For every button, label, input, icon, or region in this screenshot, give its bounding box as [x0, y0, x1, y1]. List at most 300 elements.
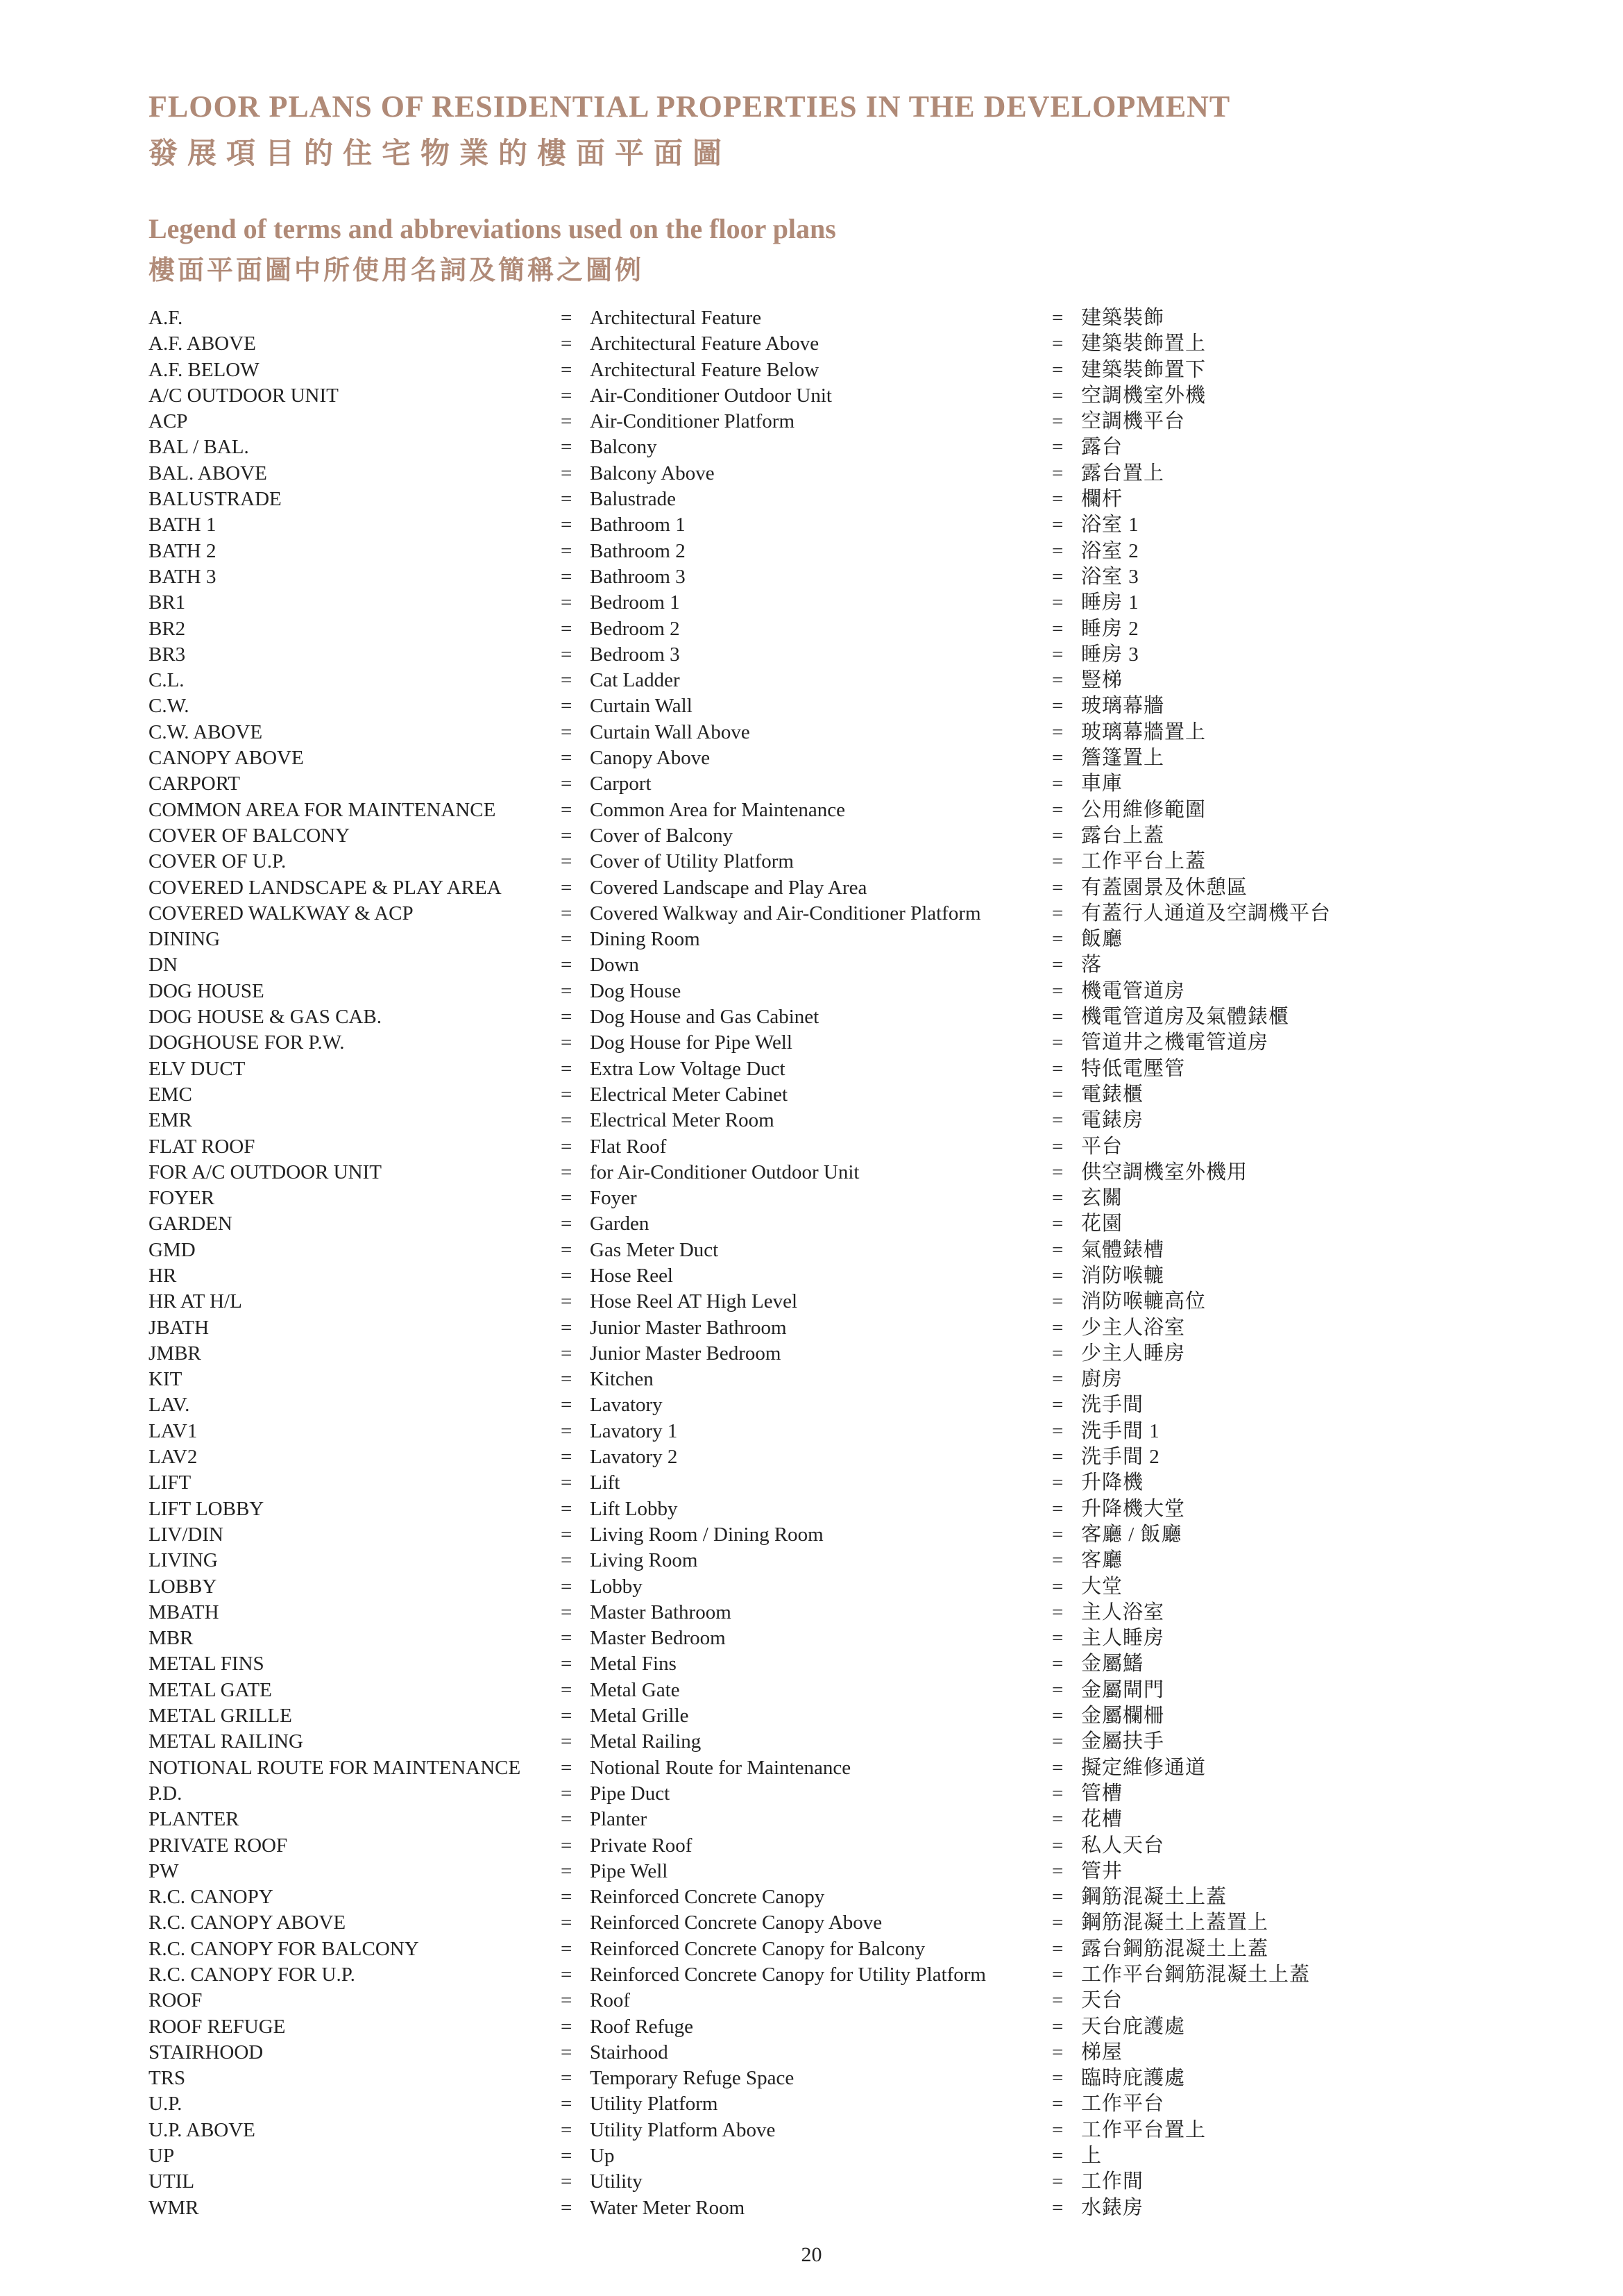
legend-term-chinese: 金屬欄柵	[1081, 1705, 1165, 1728]
equals-sign: =	[561, 1160, 572, 1183]
legend-row	[148, 927, 1397, 952]
legend-term-chinese: 廚房	[1081, 1368, 1123, 1391]
legend-term-chinese: 工作平台置上	[1081, 2118, 1207, 2141]
legend-abbreviation: A/C OUTDOOR UNIT	[148, 384, 339, 407]
legend-abbreviation: DINING	[148, 928, 221, 951]
legend-abbreviation: U.P. ABOVE	[148, 2118, 255, 2141]
legend-term-chinese: 上	[1081, 2145, 1103, 2168]
legend-abbreviation: JBATH	[148, 1316, 210, 1339]
legend-abbreviation: R.C. CANOPY FOR BALCONY	[148, 1937, 419, 1960]
equals-sign: =	[561, 2145, 572, 2168]
legend-row	[148, 1859, 1397, 1884]
equals-sign: =	[561, 1705, 572, 1728]
legend-row	[148, 616, 1397, 642]
equals-sign: =	[1052, 539, 1064, 562]
legend-row	[148, 1341, 1397, 1367]
legend-row	[148, 1185, 1397, 1211]
legend-abbreviation: COMMON AREA FOR MAINTENANCE	[148, 798, 496, 821]
equals-sign: =	[561, 436, 572, 459]
equals-sign: =	[561, 1316, 572, 1339]
legend-term-english: Cat Ladder	[590, 669, 680, 692]
legend-term-chinese: 公用維修範圍	[1081, 798, 1207, 821]
legend-term-chinese: 工作平台鋼筋混凝土上蓋	[1081, 1964, 1311, 1986]
legend-term-chinese: 睡房 2	[1081, 617, 1139, 640]
equals-sign: =	[561, 1290, 572, 1313]
legend-abbreviation: COVERED LANDSCAPE & PLAY AREA	[148, 876, 502, 899]
legend-term-english: Living Room / Dining Room	[590, 1523, 824, 1546]
equals-sign: =	[1052, 1549, 1064, 1572]
equals-sign: =	[1052, 1601, 1064, 1623]
legend-row	[148, 1833, 1397, 1859]
legend-term-chinese: 有蓋園景及休憩區	[1081, 876, 1248, 899]
legend-row	[148, 1134, 1397, 1160]
legend-term-english: Pipe Well	[590, 1859, 668, 1882]
legend-term-chinese: 工作平台上蓋	[1081, 850, 1207, 873]
equals-sign: =	[1052, 436, 1064, 459]
equals-sign: =	[1052, 1653, 1064, 1675]
legend-abbreviation: R.C. CANOPY FOR U.P.	[148, 1964, 355, 1986]
legend-term-chinese: 電錶房	[1081, 1109, 1144, 1132]
equals-sign: =	[1052, 332, 1064, 355]
legend-term-chinese: 電錶櫃	[1081, 1083, 1144, 1106]
legend-term-english: Utility Platform	[590, 2093, 718, 2116]
legend-row	[148, 564, 1397, 590]
equals-sign: =	[561, 1471, 572, 1494]
legend-term-chinese: 平台	[1081, 1135, 1123, 1158]
equals-sign: =	[561, 902, 572, 925]
legend-row	[148, 1574, 1397, 1600]
equals-sign: =	[1052, 1031, 1064, 1054]
equals-sign: =	[561, 591, 572, 614]
equals-sign: =	[561, 2015, 572, 2038]
equals-sign: =	[1052, 850, 1064, 873]
equals-sign: =	[561, 1808, 572, 1831]
legend-row	[148, 642, 1397, 668]
legend-abbreviation: PW	[148, 1859, 179, 1882]
equals-sign: =	[561, 798, 572, 821]
legend-term-chinese: 客廳 / 飯廳	[1081, 1523, 1182, 1546]
legend-row	[148, 1289, 1397, 1315]
equals-sign: =	[1052, 747, 1064, 770]
legend-row	[148, 1936, 1397, 1962]
equals-sign: =	[1052, 720, 1064, 743]
equals-sign: =	[1052, 2041, 1064, 2063]
equals-sign: =	[1052, 902, 1064, 925]
equals-sign: =	[561, 669, 572, 692]
legend-row	[148, 1678, 1397, 1703]
equals-sign: =	[1052, 1290, 1064, 1313]
legend-term-english: Master Bedroom	[590, 1627, 726, 1650]
equals-sign: =	[1052, 979, 1064, 1002]
legend-term-chinese: 消防喉轆	[1081, 1264, 1165, 1287]
legend-row	[148, 1962, 1397, 1988]
legend-abbreviation: A.F. ABOVE	[148, 332, 256, 355]
legend-term-english: Lobby	[590, 1575, 643, 1598]
legend-row	[148, 1263, 1397, 1289]
equals-sign: =	[1052, 358, 1064, 381]
legend-row	[148, 2143, 1397, 2169]
legend-abbreviation: MBATH	[148, 1601, 219, 1623]
legend-term-chinese: 睡房 3	[1081, 643, 1139, 666]
equals-sign: =	[1052, 1109, 1064, 1132]
legend-term-chinese: 豎梯	[1081, 669, 1123, 692]
legend-term-english: Junior Master Bedroom	[590, 1342, 781, 1365]
legend-term-chinese: 洗手間 1	[1081, 1419, 1160, 1442]
legend-row	[148, 1004, 1397, 1030]
legend-term-chinese: 消防喉轆高位	[1081, 1290, 1207, 1313]
legend-abbreviation: BAL. ABOVE	[148, 462, 267, 484]
legend-row	[148, 1238, 1397, 1263]
legend-term-english: Reinforced Concrete Canopy Above	[590, 1911, 883, 1934]
legend-term-english: Dining Room	[590, 928, 700, 951]
equals-sign: =	[1052, 462, 1064, 484]
legend-row	[148, 2118, 1397, 2143]
legend-row	[148, 720, 1397, 745]
legend-term-english: Carport	[590, 773, 652, 795]
equals-sign: =	[561, 773, 572, 795]
legend-term-chinese: 空調機平台	[1081, 410, 1186, 433]
equals-sign: =	[1052, 954, 1064, 977]
legend-abbreviation: BR3	[148, 643, 186, 666]
legend-abbreviation: C.W.	[148, 695, 189, 718]
legend-row	[148, 901, 1397, 927]
legend-term-english: Air-Conditioner Outdoor Unit	[590, 384, 832, 407]
legend-row	[148, 1755, 1397, 1781]
legend-abbreviation: NOTIONAL ROUTE FOR MAINTENANCE	[148, 1756, 521, 1779]
legend-term-chinese: 露台鋼筋混凝土上蓋	[1081, 1937, 1269, 1960]
equals-sign: =	[1052, 617, 1064, 640]
legend-row	[148, 668, 1397, 693]
legend-abbreviation: U.P.	[148, 2093, 182, 2116]
legend-term-english: Architectural Feature Below	[590, 358, 819, 381]
legend-term-english: Cover of Utility Platform	[590, 850, 794, 873]
legend-row	[148, 357, 1397, 383]
equals-sign: =	[1052, 1368, 1064, 1391]
legend-term-chinese: 洗手間 2	[1081, 1446, 1160, 1469]
legend-term-english: Architectural Feature Above	[590, 332, 819, 355]
legend-term-english: Bathroom 1	[590, 514, 686, 537]
legend-term-english: Pipe Duct	[590, 1782, 670, 1805]
equals-sign: =	[1052, 876, 1064, 899]
legend-row	[148, 409, 1397, 434]
equals-sign: =	[1052, 1264, 1064, 1287]
legend-row	[148, 952, 1397, 978]
equals-sign: =	[561, 850, 572, 873]
equals-sign: =	[561, 462, 572, 484]
legend-term-chinese: 少主人浴室	[1081, 1316, 1186, 1339]
equals-sign: =	[1052, 1808, 1064, 1831]
legend-term-english: Common Area for Maintenance	[590, 798, 846, 821]
equals-sign: =	[561, 1368, 572, 1391]
legend-term-english: Lavatory 1	[590, 1419, 678, 1442]
legend-row	[148, 1056, 1397, 1082]
legend-term-chinese: 花園	[1081, 1213, 1123, 1235]
legend-abbreviation: LAV.	[148, 1394, 190, 1417]
legend-term-english: Living Room	[590, 1549, 698, 1572]
equals-sign: =	[1052, 384, 1064, 407]
equals-sign: =	[561, 747, 572, 770]
legend-row	[148, 797, 1397, 823]
legend-row	[148, 2066, 1397, 2091]
equals-sign: =	[561, 979, 572, 1002]
legend-abbreviation: EMR	[148, 1109, 192, 1132]
legend-row	[148, 2040, 1397, 2066]
legend-abbreviation: C.W. ABOVE	[148, 720, 263, 743]
legend-row	[148, 1884, 1397, 1910]
legend-row	[148, 1651, 1397, 1677]
legend-abbreviation: WMR	[148, 2196, 199, 2219]
equals-sign: =	[561, 488, 572, 511]
legend-term-chinese: 浴室 1	[1081, 514, 1139, 537]
equals-sign: =	[561, 2170, 572, 2193]
legend-row	[148, 2169, 1397, 2195]
legend-term-chinese: 管槽	[1081, 1782, 1123, 1805]
legend-row	[148, 383, 1397, 409]
legend-term-chinese: 特低電壓管	[1081, 1057, 1186, 1080]
legend-term-english: Reinforced Concrete Canopy for Balcony	[590, 1937, 926, 1960]
legend-row	[148, 1807, 1397, 1832]
legend-row	[148, 1392, 1397, 1418]
legend-term-english: Bathroom 2	[590, 539, 686, 562]
legend-abbreviation: ELV DUCT	[148, 1057, 246, 1080]
equals-sign: =	[1052, 643, 1064, 666]
legend-term-english: Garden	[590, 1213, 649, 1235]
legend-term-chinese: 浴室 3	[1081, 565, 1139, 588]
equals-sign: =	[1052, 1394, 1064, 1417]
equals-sign: =	[561, 720, 572, 743]
legend-term-english: Metal Grille	[590, 1705, 689, 1728]
equals-sign: =	[1052, 514, 1064, 537]
legend-term-chinese: 簷篷置上	[1081, 747, 1165, 770]
legend-abbreviation: FOR A/C OUTDOOR UNIT	[148, 1160, 382, 1183]
equals-sign: =	[1052, 1756, 1064, 1779]
equals-sign: =	[1052, 1964, 1064, 1986]
legend-abbreviation: A.F. BELOW	[148, 358, 260, 381]
legend-heading-english: Legend of terms and abbreviations used on the floor plans	[148, 213, 836, 244]
legend-abbreviation: LAV1	[148, 1419, 198, 1442]
equals-sign: =	[561, 514, 572, 537]
legend-abbreviation: JMBR	[148, 1342, 201, 1365]
equals-sign: =	[561, 358, 572, 381]
legend-row	[148, 745, 1397, 771]
equals-sign: =	[561, 1678, 572, 1701]
legend-abbreviation: LIFT	[148, 1471, 192, 1494]
legend-abbreviation: BATH 2	[148, 539, 216, 562]
equals-sign: =	[1052, 773, 1064, 795]
legend-abbreviation: R.C. CANOPY	[148, 1886, 273, 1909]
legend-abbreviation: FLAT ROOF	[148, 1135, 255, 1158]
legend-term-english: Hose Reel	[590, 1264, 673, 1287]
equals-sign: =	[1052, 1730, 1064, 1753]
equals-sign: =	[561, 1238, 572, 1261]
equals-sign: =	[1052, 591, 1064, 614]
legend-row	[148, 1419, 1397, 1444]
legend-term-chinese: 少主人睡房	[1081, 1342, 1186, 1365]
equals-sign: =	[1052, 1446, 1064, 1469]
legend-abbreviation: DOGHOUSE FOR P.W.	[148, 1031, 345, 1054]
legend-abbreviation: COVER OF U.P.	[148, 850, 287, 873]
legend-row	[148, 1548, 1397, 1573]
legend-row	[148, 1315, 1397, 1341]
equals-sign: =	[561, 1730, 572, 1753]
legend-row	[148, 1367, 1397, 1392]
legend-term-english: Curtain Wall Above	[590, 720, 750, 743]
legend-term-chinese: 臨時庇護處	[1081, 2067, 1186, 2090]
legend-term-chinese: 水錶房	[1081, 2196, 1144, 2219]
equals-sign: =	[561, 2067, 572, 2090]
legend-term-chinese: 金屬閘門	[1081, 1678, 1165, 1701]
legend-term-english: Dog House and Gas Cabinet	[590, 1006, 819, 1029]
equals-sign: =	[561, 643, 572, 666]
equals-sign: =	[1052, 928, 1064, 951]
legend-row	[148, 487, 1397, 512]
legend-term-chinese: 空調機室外機	[1081, 384, 1207, 407]
legend-abbreviation: GARDEN	[148, 1213, 232, 1235]
equals-sign: =	[561, 410, 572, 433]
legend-row	[148, 1522, 1397, 1548]
legend-term-chinese: 梯屋	[1081, 2041, 1123, 2063]
equals-sign: =	[1052, 1834, 1064, 1857]
legend-abbreviation: CANOPY ABOVE	[148, 747, 304, 770]
legend-term-english: Metal Railing	[590, 1730, 702, 1753]
equals-sign: =	[561, 1782, 572, 1805]
legend-abbreviation: BR2	[148, 617, 186, 640]
equals-sign: =	[1052, 2093, 1064, 2116]
equals-sign: =	[561, 2093, 572, 2116]
legend-term-chinese: 客廳	[1081, 1549, 1123, 1572]
legend-term-english: Foyer	[590, 1187, 637, 1210]
equals-sign: =	[561, 1575, 572, 1598]
legend-term-english: Up	[590, 2145, 615, 2168]
legend-abbreviation: LIVING	[148, 1549, 218, 1572]
equals-sign: =	[561, 539, 572, 562]
equals-sign: =	[1052, 1497, 1064, 1520]
legend-term-chinese: 有蓋行人通道及空調機平台	[1081, 902, 1332, 925]
equals-sign: =	[1052, 1213, 1064, 1235]
legend-abbreviation: LAV2	[148, 1446, 198, 1469]
equals-sign: =	[561, 1135, 572, 1158]
equals-sign: =	[561, 2041, 572, 2063]
equals-sign: =	[1052, 1160, 1064, 1183]
equals-sign: =	[561, 954, 572, 977]
legend-term-chinese: 浴室 2	[1081, 539, 1139, 562]
legend-term-english: Lavatory 2	[590, 1446, 678, 1469]
legend-abbreviation: DOG HOUSE & GAS CAB.	[148, 1006, 382, 1029]
equals-sign: =	[561, 1419, 572, 1442]
legend-term-chinese: 升降機大堂	[1081, 1497, 1186, 1520]
equals-sign: =	[561, 1937, 572, 1960]
equals-sign: =	[1052, 1782, 1064, 1805]
legend-term-chinese: 金屬鰭	[1081, 1653, 1144, 1675]
legend-row	[148, 539, 1397, 564]
legend-row	[148, 1988, 1397, 2014]
legend-term-english: Reinforced Concrete Canopy for Utility Platform	[590, 1964, 986, 1986]
equals-sign: =	[1052, 1083, 1064, 1106]
legend-term-chinese: 天台	[1081, 1989, 1123, 2012]
legend-term-chinese: 機電管道房	[1081, 979, 1186, 1002]
equals-sign: =	[1052, 1238, 1064, 1261]
legend-abbreviation: METAL GRILLE	[148, 1705, 292, 1728]
equals-sign: =	[561, 1627, 572, 1650]
legend-term-english: Lift Lobby	[590, 1497, 678, 1520]
legend-term-chinese: 玻璃幕牆	[1081, 695, 1165, 718]
equals-sign: =	[1052, 1886, 1064, 1909]
legend-term-chinese: 天台庇護處	[1081, 2015, 1186, 2038]
equals-sign: =	[1052, 1859, 1064, 1882]
equals-sign: =	[561, 1109, 572, 1132]
legend-term-chinese: 主人浴室	[1081, 1601, 1165, 1623]
legend-row	[148, 1030, 1397, 1056]
equals-sign: =	[561, 1264, 572, 1287]
legend-abbreviation: P.D.	[148, 1782, 182, 1805]
equals-sign: =	[561, 1057, 572, 1080]
equals-sign: =	[1052, 1187, 1064, 1210]
legend-term-english: Canopy Above	[590, 747, 711, 770]
legend-row	[148, 590, 1397, 616]
equals-sign: =	[1052, 669, 1064, 692]
legend-term-english: Bathroom 3	[590, 565, 686, 588]
legend-abbreviation: BAL / BAL.	[148, 436, 249, 459]
legend-abbreviation: STAIRHOOD	[148, 2041, 264, 2063]
legend-row	[148, 1626, 1397, 1651]
equals-sign: =	[561, 1859, 572, 1882]
legend-row	[148, 875, 1397, 901]
equals-sign: =	[1052, 2196, 1064, 2219]
legend-term-english: Reinforced Concrete Canopy	[590, 1886, 825, 1909]
legend-abbreviation: PRIVATE ROOF	[148, 1834, 288, 1857]
legend-abbreviation: HR	[148, 1264, 177, 1287]
legend-term-chinese: 升降機	[1081, 1471, 1144, 1494]
equals-sign: =	[561, 332, 572, 355]
legend-term-english: Metal Gate	[590, 1678, 680, 1701]
legend-abbreviation: C.L.	[148, 669, 185, 692]
equals-sign: =	[561, 1083, 572, 1106]
equals-sign: =	[1052, 1342, 1064, 1365]
legend-abbreviation: COVERED WALKWAY & ACP	[148, 902, 414, 925]
equals-sign: =	[561, 1549, 572, 1572]
legend-row	[148, 823, 1397, 849]
legend-term-chinese: 露台上蓋	[1081, 824, 1165, 847]
legend-row	[148, 1496, 1397, 1522]
legend-abbreviation: BALUSTRADE	[148, 488, 282, 511]
legend-heading-chinese: 樓面平面圖中所使用名詞及簡稱之圖例	[148, 256, 645, 285]
legend-abbreviation: LIFT LOBBY	[148, 1497, 264, 1520]
legend-term-chinese: 洗手間	[1081, 1394, 1144, 1417]
equals-sign: =	[561, 824, 572, 847]
equals-sign: =	[1052, 1575, 1064, 1598]
legend-term-english: Roof	[590, 1989, 630, 2012]
legend-abbreviation: PLANTER	[148, 1808, 239, 1831]
legend-abbreviation: ROOF REFUGE	[148, 2015, 286, 2038]
equals-sign: =	[1052, 1627, 1064, 1650]
legend-term-english: Dog House	[590, 979, 681, 1002]
equals-sign: =	[561, 1523, 572, 1546]
equals-sign: =	[561, 928, 572, 951]
legend-term-english: Lift	[590, 1471, 620, 1494]
legend-term-chinese: 睡房 1	[1081, 591, 1139, 614]
legend-row	[148, 771, 1397, 797]
legend-abbreviation: LOBBY	[148, 1575, 217, 1598]
legend-abbreviation: METAL FINS	[148, 1653, 264, 1675]
legend-term-chinese: 工作間	[1081, 2170, 1144, 2193]
equals-sign: =	[1052, 1471, 1064, 1494]
legend-abbreviation: UP	[148, 2145, 175, 2168]
equals-sign: =	[1052, 1006, 1064, 1029]
legend-row	[148, 305, 1397, 331]
equals-sign: =	[1052, 1989, 1064, 2012]
equals-sign: =	[1052, 824, 1064, 847]
legend-row	[148, 849, 1397, 875]
